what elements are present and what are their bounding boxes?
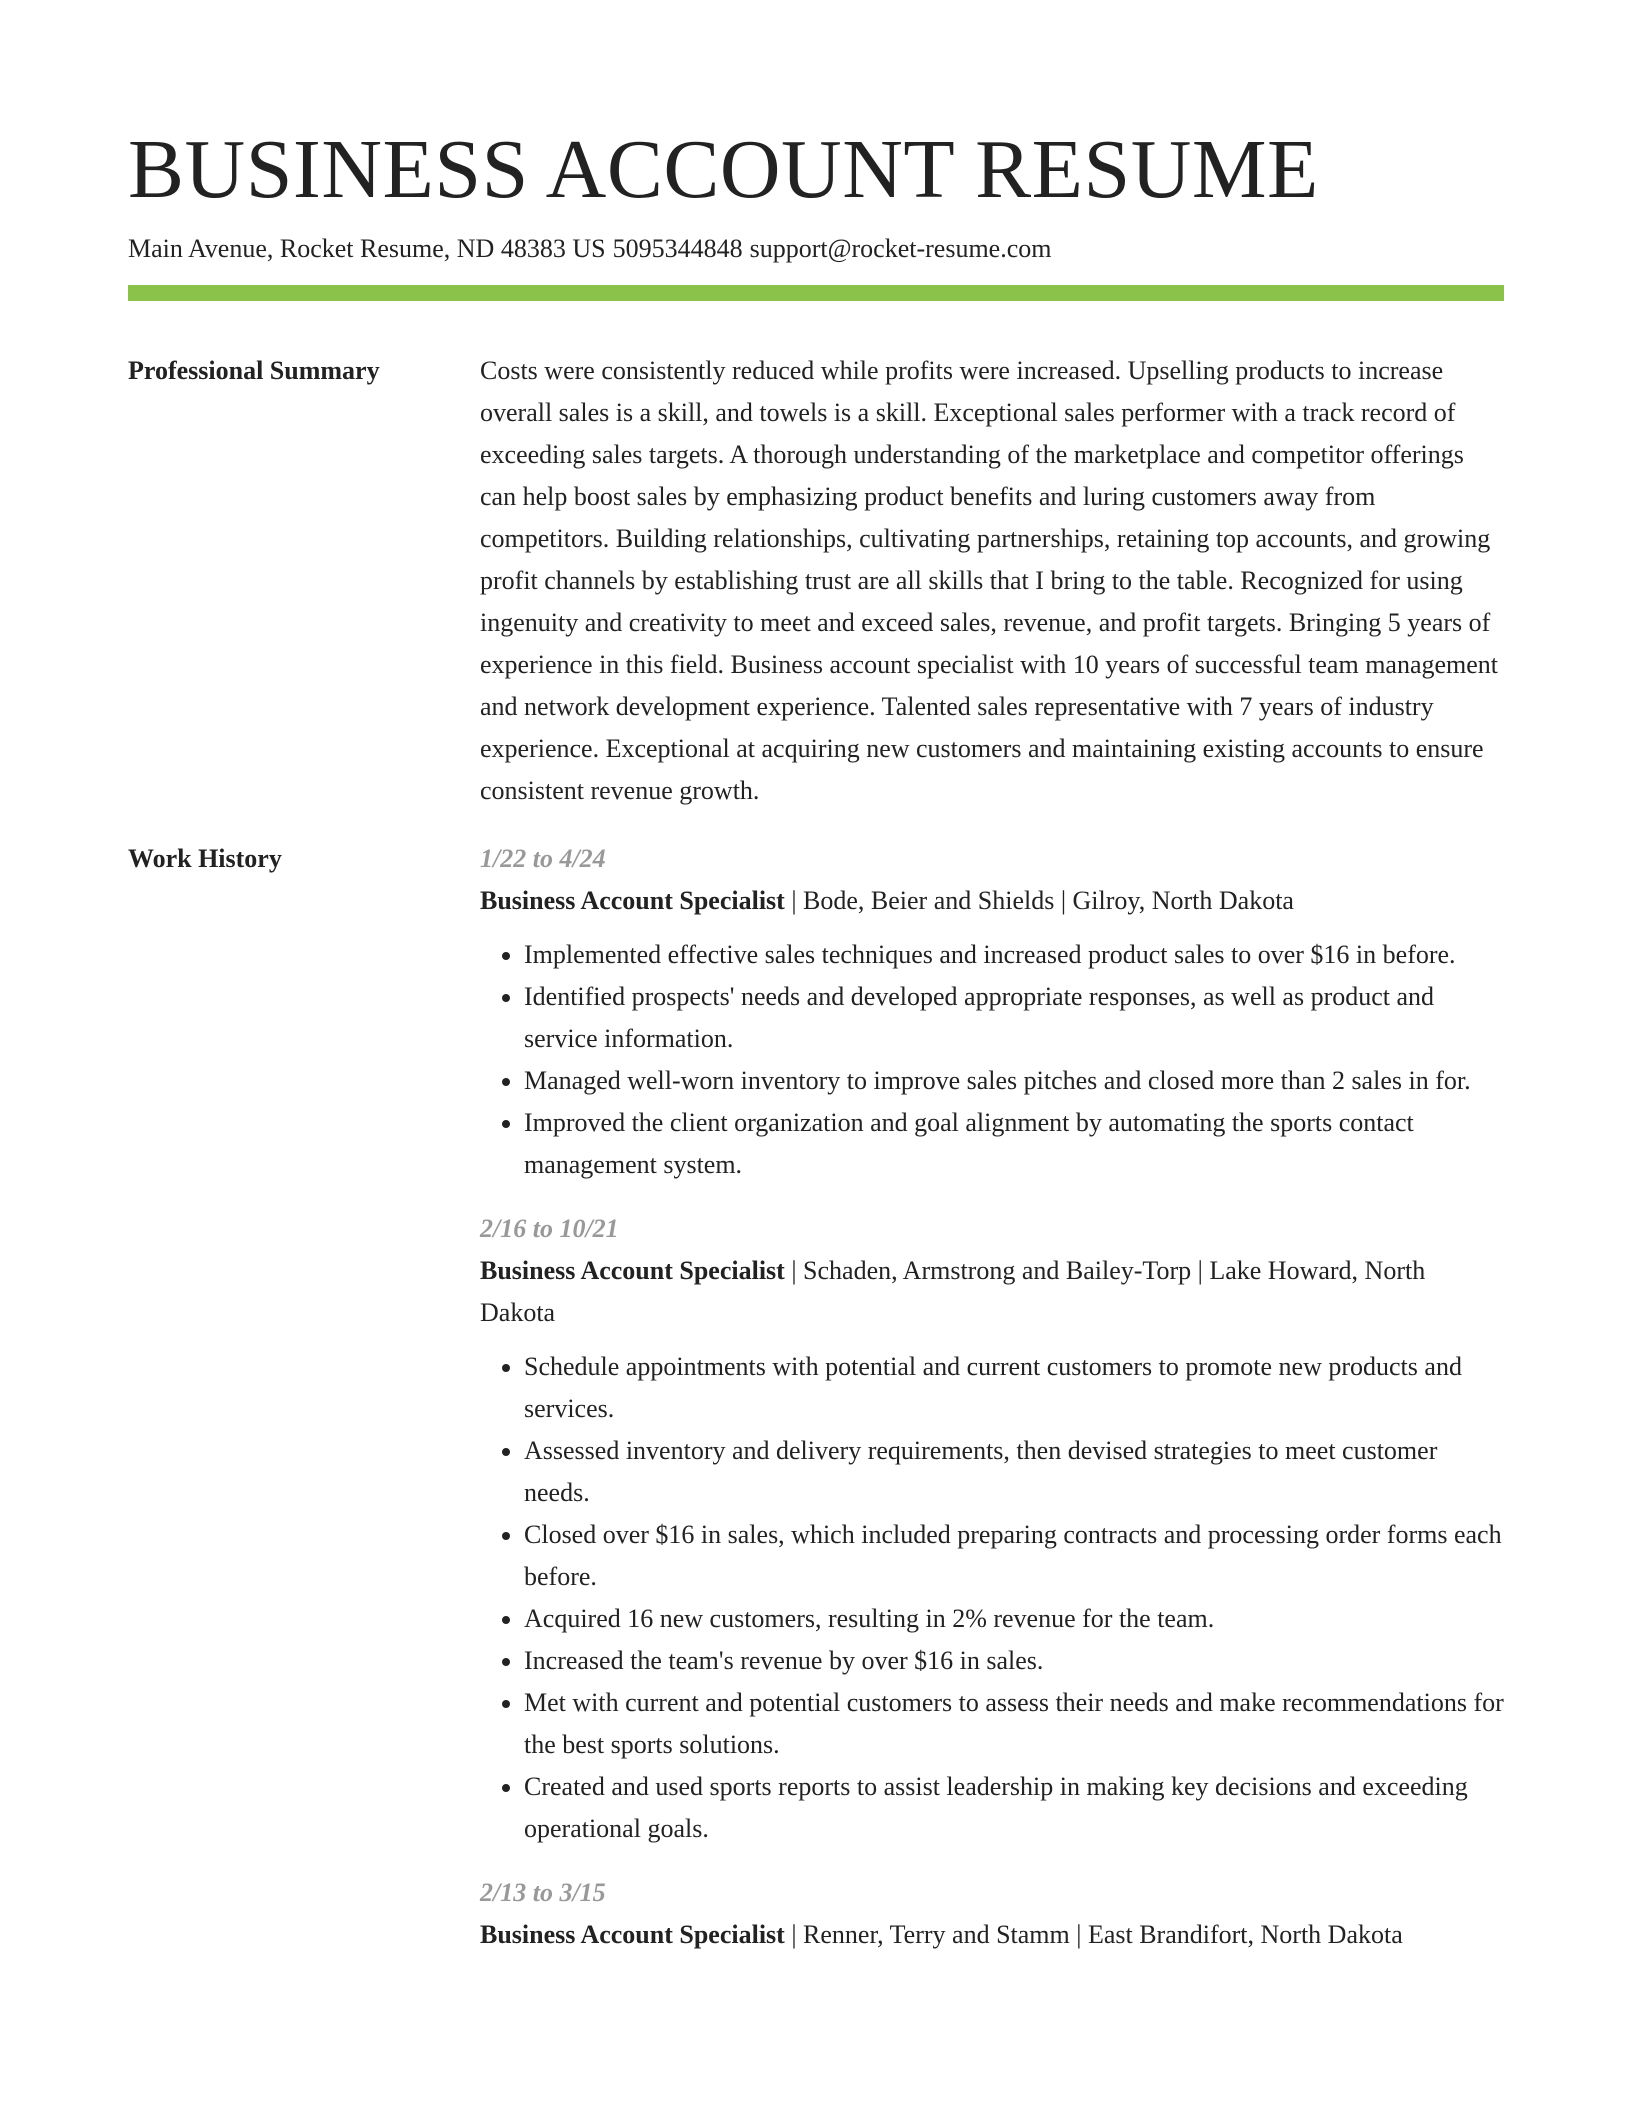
job-title: Business Account Specialist: [480, 1256, 785, 1285]
email: support@rocket-resume.com: [749, 234, 1052, 263]
list-item: • Created and used sports reports to assist leadership in making key decisions and exceeding operational goals.: [524, 1766, 1504, 1850]
job-title: Business Account Specialist: [480, 886, 785, 915]
section-heading: Professional Summary: [128, 356, 380, 385]
list-item: • Assessed inventory and delivery requirements, then devised strategies to meet customer needs.: [524, 1430, 1504, 1514]
work-history-body: [480, 838, 1504, 1978]
professional-summary-section: [128, 350, 1504, 812]
address: Main Avenue, Rocket Resume, ND 48383 US: [128, 234, 606, 263]
list-item: • Closed over $16 in sales, which included preparing contracts and processing order forms each before.: [524, 1514, 1504, 1598]
summary-text: Costs were consistently reduced while profits were increased. Upselling products to increase overall sales is a skill, and towels is a skill. Exceptional sales performer with a track record of exceeding sales targets. A thorough understanding of the marketplace and competitor offerings can help boost sales by emphasizing product benefits and luring customers away from competitors. Building relationships, cultivating partnerships, retaining top accounts, and growing profit channels by establishing trust are all skills that I bring to the table. Recognized for using ingenuity and creativity to meet and exceed sales, revenue, and profit targets. Bringing 5 years of experience in this field. Business account specialist with 10 years of successful team management and network development experience. Talented sales representative with 7 years of industry experience. Exceptional at acquiring new customers and maintaining existing accounts to ensure consistent revenue growth.: [480, 356, 1499, 805]
job-bullets: [480, 1346, 1504, 1850]
list-item: • Implemented effective sales techniques and increased product sales to over $16 in before.: [524, 934, 1504, 976]
job-dates: 1/22 to 4/24: [480, 844, 606, 873]
job-heading: [480, 880, 1504, 922]
list-item: • Met with current and potential customers to assess their needs and make recommendations for the best sports solutions.: [524, 1682, 1504, 1766]
list-item: • Improved the client organization and goal alignment by automating the sports contact management system.: [524, 1102, 1504, 1186]
list-item: • Schedule appointments with potential and current customers to promote new products and services.: [524, 1346, 1504, 1430]
work-history-section: [128, 838, 1504, 1978]
job-title: Business Account Specialist: [480, 1920, 785, 1949]
accent-divider: [128, 285, 1504, 301]
job-bullets: [480, 934, 1504, 1186]
job-entry: [480, 838, 1504, 1186]
list-item: • Managed well-worn inventory to improve sales pitches and closed more than 2 sales in for.: [524, 1060, 1504, 1102]
job-details: | Renner, Terry and Stamm | East Brandifort, North Dakota: [784, 1920, 1403, 1949]
job-heading: [480, 1250, 1504, 1334]
section-heading: Work History: [128, 844, 282, 873]
job-entry: [480, 1872, 1504, 1956]
resume-title: BUSINESS ACCOUNT RESUME: [128, 123, 1319, 216]
job-entry: [480, 1208, 1504, 1850]
job-details: | Schaden, Armstrong and Bailey-Torp | Lake Howard, North Dakota: [480, 1256, 1426, 1327]
resume-sections: [128, 350, 1504, 2004]
summary-body: [480, 350, 1504, 812]
contact-line: [128, 232, 1052, 266]
job-dates: 2/16 to 10/21: [480, 1214, 619, 1243]
job-details: | Bode, Beier and Shields | Gilroy, North Dakota: [784, 886, 1294, 915]
phone: 5095344848: [612, 234, 743, 263]
list-item: • Identified prospects' needs and developed appropriate responses, as well as product and service information.: [524, 976, 1504, 1060]
job-heading: [480, 1914, 1504, 1956]
job-dates: 2/13 to 3/15: [480, 1878, 606, 1907]
list-item: • Acquired 16 new customers, resulting in 2% revenue for the team.: [524, 1598, 1504, 1640]
list-item: • Increased the team's revenue by over $16 in sales.: [524, 1640, 1504, 1682]
